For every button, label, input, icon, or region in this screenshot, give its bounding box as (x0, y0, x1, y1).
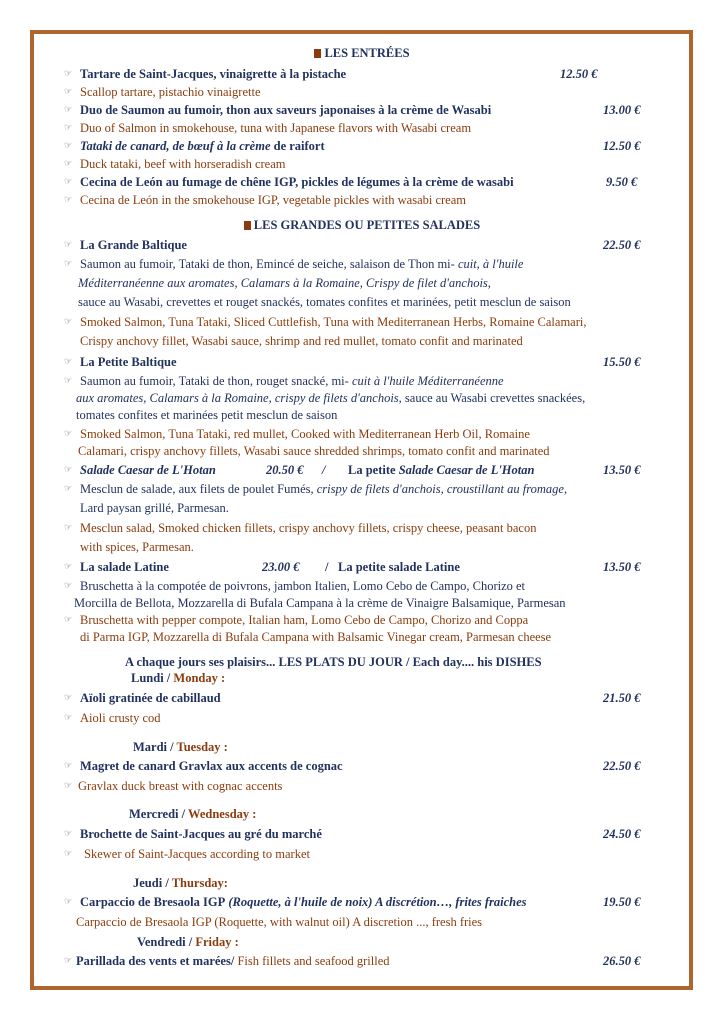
hand-pointer-icon: ☞ (64, 159, 73, 169)
hand-pointer-icon: ☞ (64, 123, 73, 133)
hand-pointer-icon: ☞ (64, 693, 73, 703)
dish-translation: Smoked Salmon, Tuna Tataki, red mullet, Cooked with Mediterranean Herb Oil, Romaine (80, 427, 530, 441)
dish-price: 26.50 € (603, 954, 641, 968)
dish-price: 12.50 € (603, 139, 641, 153)
day-heading-thursday: Jeudi / Thursday: (133, 876, 228, 890)
dish-description: Lard paysan grillé, Parmesan. (80, 501, 229, 515)
hand-pointer-icon: ☞ (64, 69, 73, 79)
hand-pointer-icon: ☞ (64, 87, 73, 97)
dish-description: sauce au Wasabi, crevettes et rouget snackés, tomates confites et marinées, petit mesclun de saison (78, 295, 571, 309)
dish-description: Mesclun de salade, aux filets de poulet Fumés, crispy de filets d'anchois, croustillant au fromage, (80, 482, 568, 496)
dish-name: Brochette de Saint-Jacques au gré du marché (80, 827, 322, 841)
dish-name: Duo de Saumon au fumoir, thon aux saveurs japonaises à la crème de Wasabi (80, 103, 492, 117)
dish-translation: di Parma IGP, Mozzarella di Bufala Campana with Balsamic Vinegar cream, Parmesan cheese (80, 630, 552, 644)
dish-price: 22.50 € (603, 759, 641, 773)
dish-translation: Skewer of Saint-Jacques according to market (84, 847, 310, 861)
hand-pointer-icon: ☞ (64, 376, 73, 386)
hand-pointer-icon: ☞ (64, 581, 73, 591)
dish-description: tomates confites et marinées petit mesclun de saison (76, 408, 338, 422)
hand-pointer-icon: ☞ (64, 849, 73, 859)
dish-translation: Cecina de León in the smokehouse IGP, vegetable pickles with wasabi cream (80, 193, 466, 207)
hand-pointer-icon: ☞ (64, 195, 73, 205)
dish-name: Parillada des vents et marées/ Fish fillets and seafood grilled (76, 954, 390, 968)
dish-translation: Crispy anchovy fillet, Wasabi sauce, shrimp and red mullet, tomato confit and marinated (80, 334, 523, 348)
dish-translation: with spices, Parmesan. (80, 540, 194, 554)
dish-name: Aïoli gratinée de cabillaud (80, 691, 221, 705)
hand-pointer-icon: ☞ (64, 465, 73, 475)
hand-pointer-icon: ☞ (64, 761, 73, 771)
dish-name: La petite Salade Caesar de L'Hotan (348, 463, 535, 477)
hand-pointer-icon: ☞ (64, 615, 73, 625)
section-heading-entrees: LES ENTRÉES (0, 45, 724, 61)
day-heading-wednesday: Mercredi / Wednesday : (129, 807, 257, 821)
dish-price: 23.00 € (262, 560, 300, 574)
dish-name: Cecina de León au fumage de chêne IGP, pickles de légumes à la crème de wasabi (80, 175, 514, 189)
hand-pointer-icon: ☞ (64, 141, 73, 151)
dish-price: 13.50 € (603, 560, 641, 574)
day-heading-friday: Vendredi / Friday : (137, 935, 239, 949)
day-heading-monday: Lundi / Monday : (131, 671, 226, 685)
dish-price: 19.50 € (603, 895, 641, 909)
hand-pointer-icon: ☞ (64, 105, 73, 115)
dish-name: Salade Caesar de L'Hotan (80, 463, 216, 477)
hand-pointer-icon: ☞ (64, 523, 73, 533)
dish-name: Magret de canard Gravlax aux accents de cognac (80, 759, 343, 773)
dish-translation: Scallop tartare, pistachio vinaigrette (80, 85, 261, 99)
dish-name: Tataki de canard, de bœuf à la crème de raifort (80, 139, 325, 153)
hand-pointer-icon: ☞ (64, 317, 73, 327)
hand-pointer-icon: ☞ (64, 713, 73, 723)
dish-translation: Bruschetta with pepper compote, Italian ham, Lomo Cebo de Campo, Chorizo and Coppa (80, 613, 529, 627)
dish-translation: Duo of Salmon in smokehouse, tuna with Japanese flavors with Wasabi cream (80, 121, 472, 135)
hand-pointer-icon: ☞ (64, 429, 73, 439)
hand-pointer-icon: ☞ (64, 897, 73, 907)
hand-pointer-icon: ☞ (64, 956, 73, 966)
square-icon (314, 49, 321, 58)
dish-name: Tartare de Saint-Jacques, vinaigrette à la pistache (80, 67, 347, 81)
dish-description: Morcilla de Bellota, Mozzarella di Bufala Campana à la crème de Vinaigre Balsamique, Parmesan (74, 596, 566, 610)
square-icon (244, 221, 251, 230)
hand-pointer-icon: ☞ (64, 781, 73, 791)
hand-pointer-icon: ☞ (64, 259, 73, 269)
dish-name: La salade Latine (80, 560, 169, 574)
separator: / (325, 560, 329, 574)
hand-pointer-icon: ☞ (64, 357, 73, 367)
section-heading-salades: LES GRANDES OU PETITES SALADES (0, 217, 724, 233)
dish-name: La Petite Baltique (80, 355, 177, 369)
dish-description: aux aromates, Calamars à la Romaine, crispy de filets d'anchois, sauce au Wasabi crevettes snackées, (76, 391, 586, 405)
dish-price: 9.50 € (606, 175, 638, 189)
dish-price: 15.50 € (603, 355, 641, 369)
separator: / (322, 463, 326, 477)
dish-price: 22.50 € (603, 238, 641, 252)
dish-price: 13.50 € (603, 463, 641, 477)
dish-price: 20.50 € (266, 463, 304, 477)
day-heading-tuesday: Mardi / Tuesday : (133, 740, 228, 754)
dish-price: 13.00 € (603, 103, 641, 117)
dish-translation: Duck tataki, beef with horseradish cream (80, 157, 286, 171)
dish-description: Bruschetta à la compotée de poivrons, jambon Italien, Lomo Cebo de Campo, Chorizo et (80, 579, 526, 593)
dish-name: La Grande Baltique (80, 238, 187, 252)
hand-pointer-icon: ☞ (64, 240, 73, 250)
hand-pointer-icon: ☞ (64, 177, 73, 187)
hand-pointer-icon: ☞ (64, 484, 73, 494)
dish-translation: Gravlax duck breast with cognac accents (78, 779, 283, 793)
hand-pointer-icon: ☞ (64, 829, 73, 839)
hand-pointer-icon: ☞ (64, 562, 73, 572)
dish-translation: Calamari, crispy anchovy fillets, Wasabi sauce shredded shrimps, tomato confit and marinated (78, 444, 550, 458)
dish-translation: Aioli crusty cod (80, 711, 161, 725)
dish-translation: Mesclun salad, Smoked chicken fillets, crispy anchovy fillets, crispy cheese, peasant bacon (80, 521, 537, 535)
dish-description: Méditerranéenne aux aromates, Calamars à la Romaine, Crispy de filet d'anchois, (78, 276, 491, 290)
dish-name: Carpaccio de Bresaola IGP (Roquette, à l'huile de noix) A discrétion…, frites fraiches (80, 895, 527, 909)
dish-description: Saumon au fumoir, Tataki de thon, Emincé de seiche, salaison de Thon mi- cuit, à l'huile (80, 257, 524, 271)
dish-description: Saumon au fumoir, Tataki de thon, rouget snacké, mi- cuit à l'huile Méditerranéenne (80, 374, 504, 388)
dish-price: 21.50 € (603, 691, 641, 705)
dish-translation: Carpaccio de Bresaola IGP (Roquette, with walnut oil) A discretion ..., fresh fries (76, 915, 483, 929)
section-heading-plats: A chaque jours ses plaisirs... LES PLATS DU JOUR / Each day.... his DISHES (125, 655, 542, 669)
dish-name: La petite salade Latine (338, 560, 460, 574)
dish-translation: Smoked Salmon, Tuna Tataki, Sliced Cuttlefish, Tuna with Mediterranean Herbs, Romaine Calamari, (80, 315, 587, 329)
dish-price: 12.50 € (560, 67, 598, 81)
dish-price: 24.50 € (603, 827, 641, 841)
